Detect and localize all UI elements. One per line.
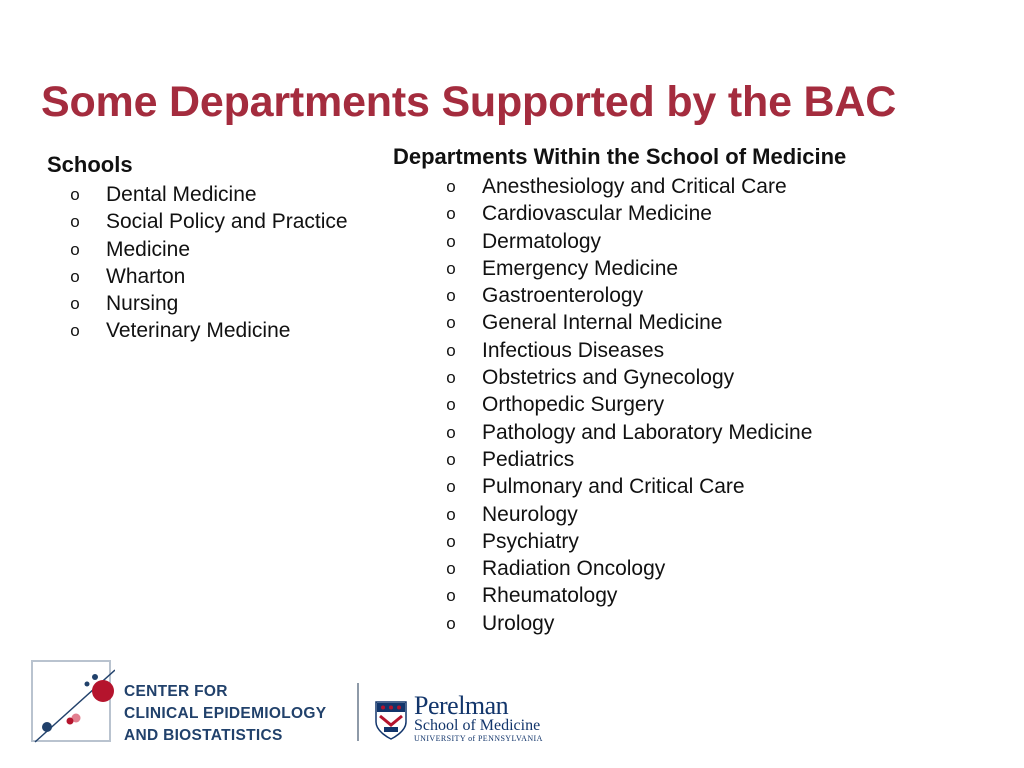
list-item-label: Social Policy and Practice [106, 210, 348, 234]
list-item [436, 255, 812, 282]
list-item [436, 391, 812, 418]
list-item [436, 555, 812, 582]
list-item-label: Pathology and Laboratory Medicine [482, 420, 813, 444]
list-item [436, 364, 812, 391]
list-item-label: Neurology [482, 502, 578, 526]
bullet-icon: o [446, 286, 456, 306]
bullet-icon: o [446, 477, 456, 497]
perelman-university: UNIVERSITY of PENNSYLVANIA [414, 734, 543, 743]
list-item [436, 282, 812, 309]
bullet-icon: o [446, 395, 456, 415]
list-item-label: Nursing [106, 292, 179, 316]
bullet-icon: o [70, 321, 80, 341]
bullet-icon: o [446, 422, 456, 442]
bullet-icon: o [446, 177, 456, 196]
bullet-icon: o [446, 504, 456, 524]
bullet-icon: o [70, 185, 80, 204]
bullet-icon: o [446, 559, 456, 579]
schools-list [60, 181, 348, 345]
schools-heading: Schools [47, 152, 133, 177]
list-item-label: General Internal Medicine [482, 311, 723, 335]
list-item-label: Emergency Medicine [482, 256, 679, 280]
list-item [436, 337, 812, 364]
penn-shield-icon [374, 700, 408, 740]
perelman-name: Perelman [414, 691, 509, 720]
slide-title: Some Departments Supported by the BAC [41, 78, 897, 126]
bullet-icon: o [70, 266, 80, 286]
list-item-label: Radiation Oncology [482, 557, 666, 581]
bullet-icon: o [446, 368, 456, 388]
list-item [436, 446, 812, 473]
list-item-label: Anesthesiology and Critical Care [482, 175, 787, 198]
cceb-line: CENTER FOR [124, 683, 228, 700]
list-item [60, 290, 348, 317]
list-item [436, 501, 812, 528]
cceb-line: AND BIOSTATISTICS [124, 727, 283, 744]
list-item-label: Gastroenterology [482, 284, 644, 308]
list-item-label: Orthopedic Surgery [482, 393, 665, 417]
list-item-label: Veterinary Medicine [106, 319, 291, 343]
list-item [436, 582, 812, 609]
bullet-icon: o [446, 613, 456, 633]
list-item [436, 528, 812, 555]
departments-list [436, 173, 812, 637]
bullet-icon: o [446, 231, 456, 251]
bullet-icon: o [446, 258, 456, 278]
list-item-label: Dermatology [482, 229, 602, 253]
list-item [60, 317, 348, 344]
list-item [60, 181, 348, 208]
bullet-icon: o [446, 313, 456, 333]
bullet-icon: o [70, 239, 80, 259]
bullet-icon: o [446, 531, 456, 551]
list-item-label: Pulmonary and Critical Care [482, 475, 745, 499]
list-item [436, 419, 812, 446]
list-item-label: Medicine [106, 237, 191, 261]
list-item-label: Cardiovascular Medicine [482, 202, 712, 226]
bullet-icon: o [446, 449, 456, 469]
cceb-scatter-icon [31, 660, 115, 746]
list-item [436, 173, 812, 200]
bullet-icon: o [70, 294, 80, 314]
bullet-icon: o [446, 204, 456, 224]
cceb-line: CLINICAL EPIDEMIOLOGY [124, 705, 327, 722]
list-item-label: Dental Medicine [106, 183, 257, 206]
cceb-logo-mark [31, 660, 111, 742]
list-item-label: Pediatrics [482, 447, 575, 471]
list-item [436, 228, 812, 255]
cceb-logo-text [124, 681, 326, 747]
bullet-icon: o [446, 340, 456, 360]
list-item-label: Infectious Diseases [482, 338, 665, 362]
list-item [436, 610, 812, 637]
bullet-icon: o [70, 212, 80, 232]
departments-heading: Departments Within the School of Medicine [393, 144, 847, 169]
list-item [60, 263, 348, 290]
list-item-label: Rheumatology [482, 584, 618, 608]
list-item [436, 200, 812, 227]
logo-divider [357, 683, 359, 741]
list-item [60, 208, 348, 235]
list-item [436, 309, 812, 336]
list-item-label: Obstetrics and Gynecology [482, 366, 735, 390]
list-item-label: Psychiatry [482, 529, 579, 553]
perelman-school: School of Medicine [414, 717, 541, 734]
list-item-label: Urology [482, 611, 555, 635]
perelman-logo-text [414, 691, 543, 744]
list-item [436, 473, 812, 500]
bullet-icon: o [446, 586, 456, 606]
list-item [60, 236, 348, 263]
list-item-label: Wharton [106, 264, 186, 288]
